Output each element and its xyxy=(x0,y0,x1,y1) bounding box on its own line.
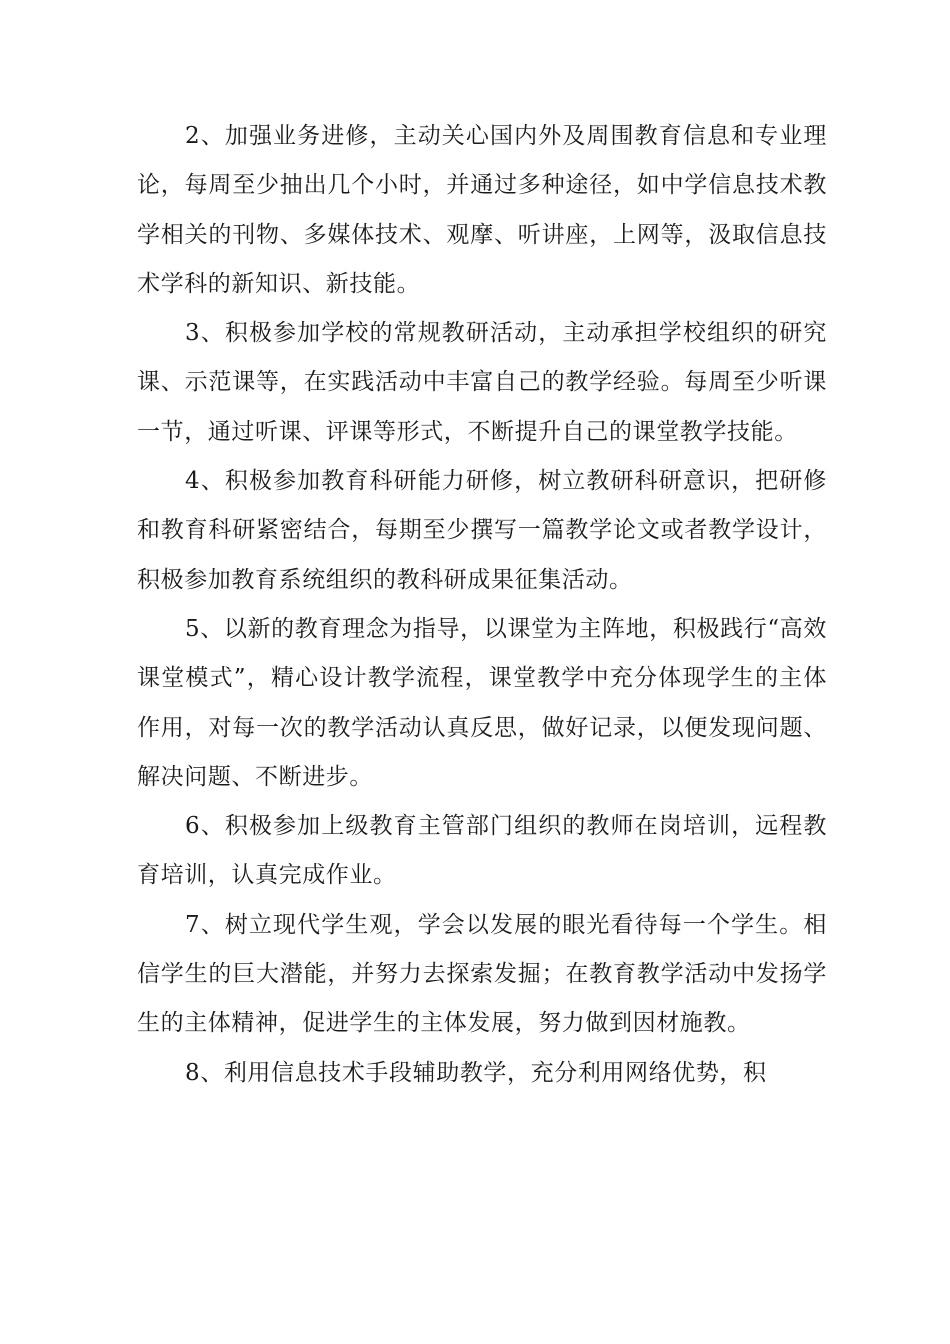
paragraph-item-2: 2、加强业务进修，主动关心国内外及周围教育信息和专业理论，每周至少抽出几个小时，并通过多种途径，如中学信息技术教学相关的刊物、多媒体技术、观摩、听讲座，上网等，汲取信息技术学科的新知识、新技能。 xyxy=(137,123,827,297)
paragraph-item-3: 3、积极参加学校的常规教研活动，主动承担学校组织的研究课、示范课等，在实践活动中丰富自己的教学经验。每周至少听课一节，通过听课、评课等形式，不断提升自己的课堂教学技能。 xyxy=(137,320,827,445)
document-page xyxy=(137,112,827,1098)
paragraph-item-4: 4、积极参加教育科研能力研修，树立教研科研意识，把研修和教育科研紧密结合，每期至少撰写一篇教学论文或者教学设计，积极参加教育系统组织的教科研成果征集活动。 xyxy=(137,468,827,593)
paragraph-item-8: 8、利用信息技术手段辅助教学，充分利用网络优势，积 xyxy=(185,1059,767,1086)
paragraph-item-6: 6、积极参加上级教育主管部门组织的教师在岗培训，远程教育培训，认真完成作业。 xyxy=(137,813,827,889)
paragraph-item-7: 7、树立现代学生观，学会以发展的眼光看待每一个学生。相信学生的巨大潜能，并努力去探索发掘；在教育教学活动中发扬学生的主体精神，促进学生的主体发展，努力做到因材施教。 xyxy=(137,911,827,1037)
paragraph-item-5: 5、以新的教育理念为指导，以课堂为主阵地，积极践行“高效课堂模式”，精心设计教学流程，课堂教学中充分体现学生的主体作用，对每一次的教学活动认真反思，做好记录，以便发现问题、解决问题、不断进步。 xyxy=(137,615,827,790)
